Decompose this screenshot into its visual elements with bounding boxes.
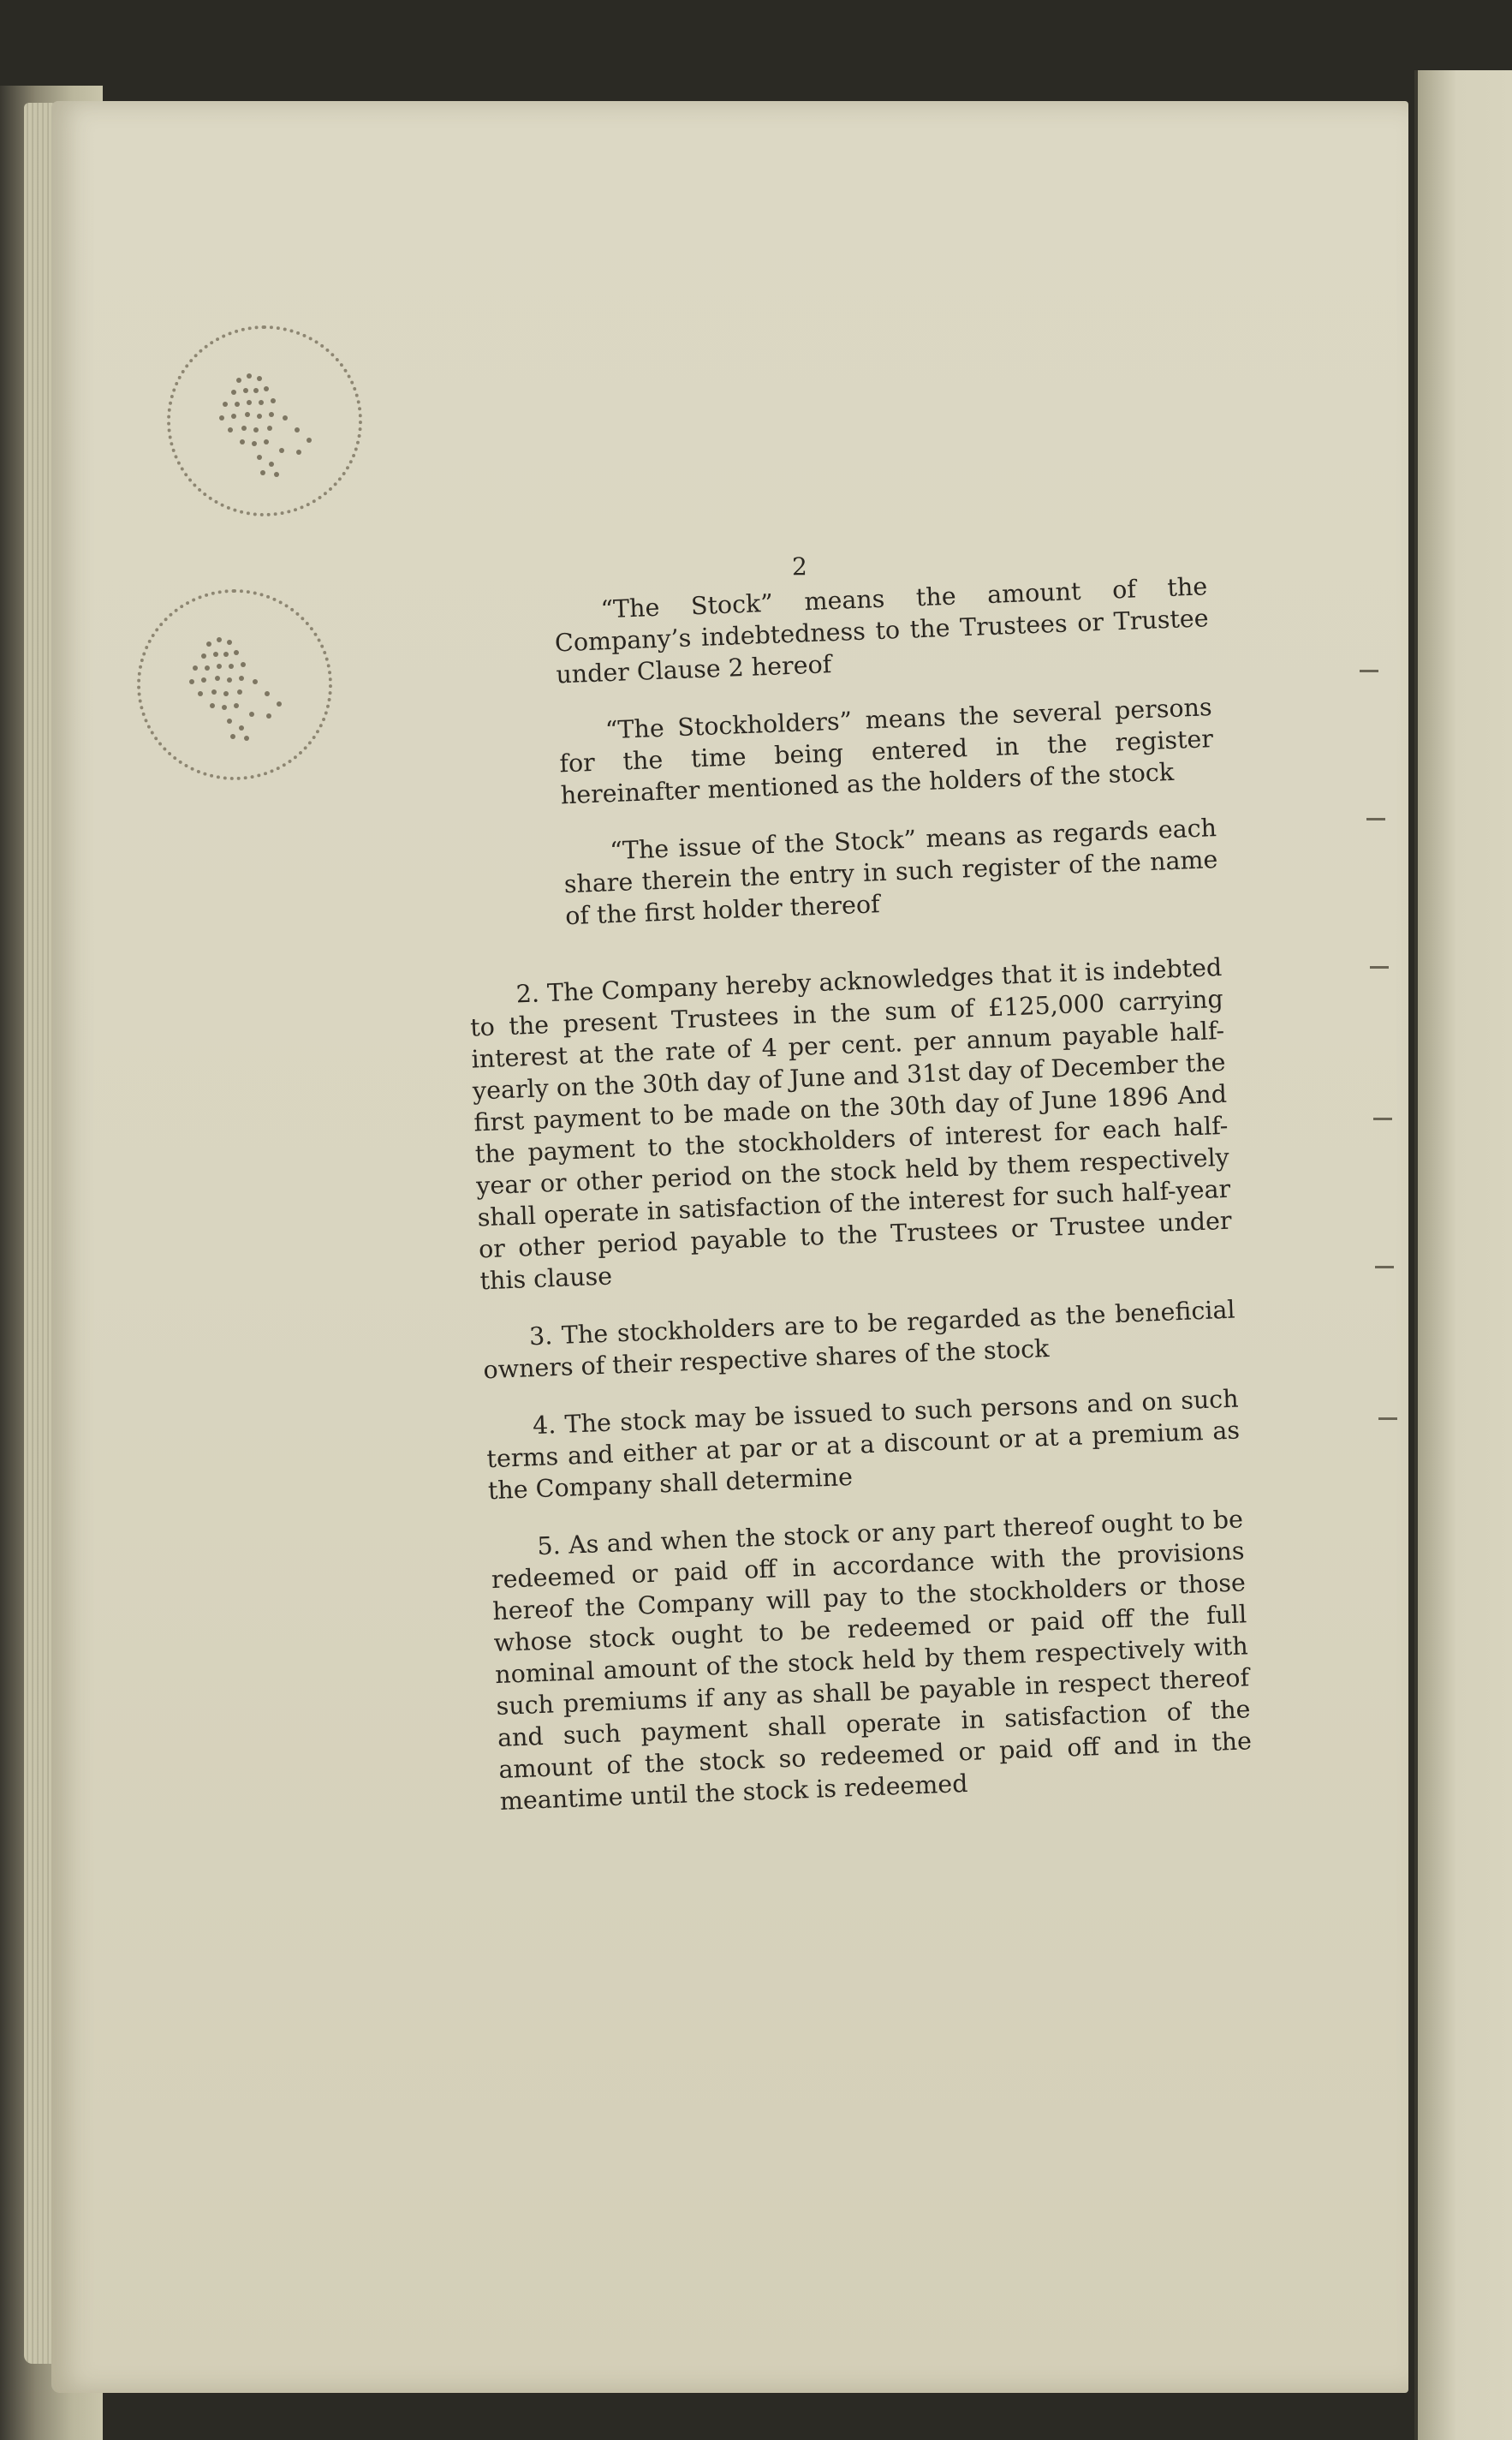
margin-mark: [1360, 670, 1378, 672]
clause-2: 2. The Company hereby acknowledges that it is indebted to the present Trustees in the sum of £125,000 carrying interest at the rate of 4 per cent. per annum payable half-yearly on the 30th day of June and 31st day of December the first payment to be made on the 30th day of June 1896 And the payment to the stockholders of interest for each half-year or other period on the stock held by them respectively shall operate in satisfaction of the interest for such half-year or other period payable to the Trustees or Trustee under this clause: [469, 952, 1233, 1296]
clause-5: 5. As and when the stock or any part thereof ought to be redeemed or paid off in accordance with the provisions hereof the Company will pay to the stockholders or those whose stock ought to be redeemed or paid off the full nominal amount of the stock held by them respectively with such premiums if any as shall be payable in respect thereof and such payment shall operate in satisfaction of the amount of the stock so redeemed or paid off and in the meantime until the stock is redeemed: [491, 1505, 1253, 1816]
margin-mark: [1373, 1118, 1392, 1120]
definition-issue-of-stock: “The issue of the Stock” means as regards each share therein the entry in such register of the name of the first holder thereof: [563, 814, 1218, 931]
page-number: 2: [792, 552, 807, 581]
embossed-seal-icon: [167, 325, 362, 516]
definition-stock: “The Stock” means the amount of the Company’s indebtedness to the Trustees or Trustee under Clause 2 hereof: [554, 572, 1210, 689]
facing-page-edge: [1414, 70, 1512, 2440]
document-body: [454, 570, 1253, 1817]
embossed-seal-icon: [137, 589, 332, 780]
margin-mark: [1370, 966, 1389, 969]
definition-stockholders: “The Stockholders” means the several persons for the time being entered in the register hereinafter mentioned as the holders of the stock: [558, 693, 1214, 810]
margin-mark: [1378, 1417, 1397, 1420]
clause-4: 4. The stock may be issued to such persons and on such terms and either at par or at a discount or at a premium as the Company shall determine: [485, 1384, 1241, 1506]
margin-mark: [1375, 1266, 1394, 1268]
margin-mark: [1366, 818, 1385, 820]
clause-3: 3. The stockholders are to be regarded as the beneficial owners of their respective shares of the stock: [482, 1295, 1236, 1385]
